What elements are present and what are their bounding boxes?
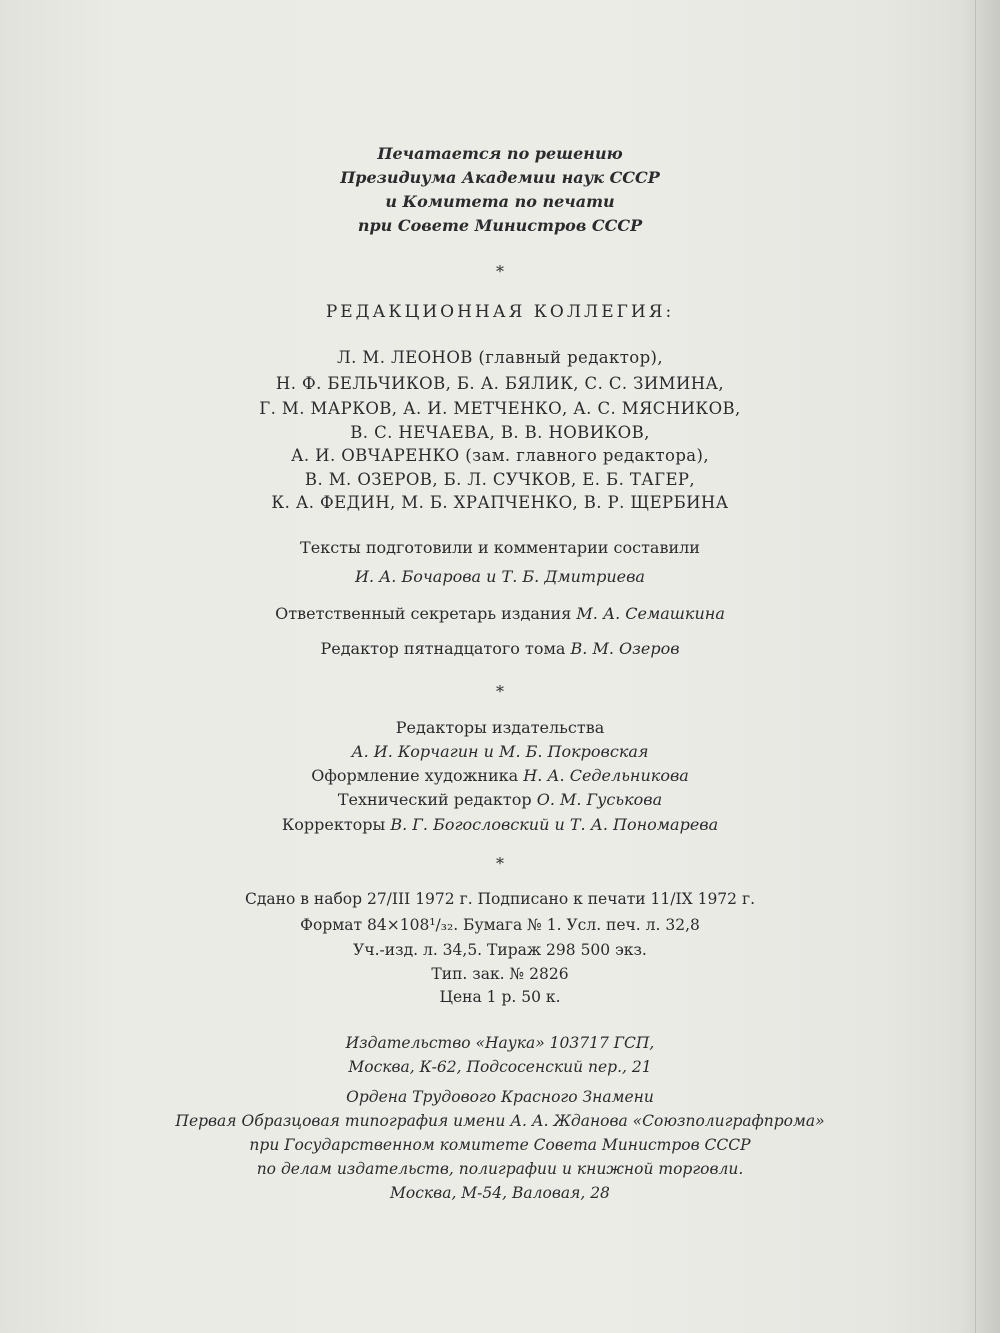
secretary-credit: [0, 606, 1000, 622]
board-member-line: Н. Ф. БЕЛЬЧИКОВ, Б. А. БЯЛИК, С. С. ЗИМИНА,: [275, 374, 725, 393]
tech-editor-credit: [0, 792, 1000, 808]
editors-names: А. И. Корчагин и М. Б. Покровская: [351, 742, 649, 761]
secretary-name: М. А. Семашкина: [576, 604, 725, 623]
resolution-line: Печатается по решению: [377, 144, 623, 163]
tech-editor-name: О. М. Гуськова: [536, 790, 663, 809]
proofreaders-label: Корректоры: [281, 815, 386, 834]
texts-label: Тексты подготовили и комментарии составили: [300, 538, 700, 557]
board-member-line: Л. М. ЛЕОНОВ (главный редактор),: [336, 348, 664, 367]
proofreaders-credit: [0, 817, 1000, 833]
volume-editor-name: В. М. Озеров: [570, 639, 680, 658]
printer-line: Ордена Трудового Красного Знамени: [346, 1088, 654, 1106]
publisher-line: Издательство «Наука» 103717 ГСП,: [345, 1034, 655, 1052]
separator-star: *: [496, 682, 504, 701]
secretary-label: Ответственный секретарь издания: [275, 604, 572, 623]
board-member-line: К. А. ФЕДИН, М. Б. ХРАПЧЕНКО, В. Р. ЩЕРБИНА: [271, 493, 729, 512]
separator-star: *: [496, 854, 504, 873]
board-member-line: А. И. ОВЧАРЕНКО (зам. главного редактора),: [290, 446, 710, 465]
board-member-line: Г. М. МАРКОВ, А. И. МЕТЧЕНКО, А. С. МЯСНИКОВ,: [259, 399, 741, 418]
design-name: Н. А. Седельникова: [523, 766, 689, 785]
imprint-line: Тип. зак. № 2826: [431, 965, 569, 983]
resolution-line: и Комитета по печати: [385, 192, 615, 211]
board-title: РЕДАКЦИОННАЯ КОЛЛЕГИЯ:: [325, 302, 675, 322]
board-member-line: В. М. ОЗЕРОВ, Б. Л. СУЧКОВ, Е. Б. ТАГЕР,: [304, 470, 696, 489]
publisher-line: Москва, К-62, Подсосенский пер., 21: [348, 1058, 652, 1076]
volume-editor-label: Редактор пятнадцатого тома: [320, 639, 566, 658]
texts-names: И. А. Бочарова и Т. Б. Дмитриева: [355, 567, 645, 586]
design-label: Оформление художника: [311, 766, 519, 785]
imprint-line: Формат 84×108¹/₃₂. Бумага № 1. Усл. печ. л. 32,8: [300, 916, 700, 934]
tech-editor-label: Технический редактор: [337, 790, 532, 809]
printer-line: Первая Образцовая типография имени А. А. Жданова «Союзполиграфпрома»: [175, 1112, 825, 1130]
imprint-line: Уч.-изд. л. 34,5. Тираж 298 500 экз.: [353, 941, 647, 959]
imprint-line: Цена 1 р. 50 к.: [439, 988, 561, 1006]
separator-star: *: [496, 262, 504, 281]
resolution-line: при Совете Министров СССР: [357, 216, 643, 235]
design-credit: [0, 768, 1000, 784]
resolution-line: Президиума Академии наук СССР: [340, 168, 660, 187]
proofreaders-names: В. Г. Богословский и Т. А. Пономарева: [390, 815, 719, 834]
board-member-line: В. С. НЕЧАЕВА, В. В. НОВИКОВ,: [350, 423, 650, 442]
printer-line: при Государственном комитете Совета Министров СССР: [249, 1136, 751, 1154]
printer-line: Москва, М-54, Валовая, 28: [390, 1184, 610, 1202]
printer-line: по делам издательств, полиграфии и книжной торговли.: [256, 1160, 744, 1178]
editors-label: Редакторы издательства: [395, 718, 605, 737]
volume-editor-credit: [0, 641, 1000, 657]
imprint-line: Сдано в набор 27/III 1972 г. Подписано к печати 11/IX 1972 г.: [244, 890, 756, 908]
